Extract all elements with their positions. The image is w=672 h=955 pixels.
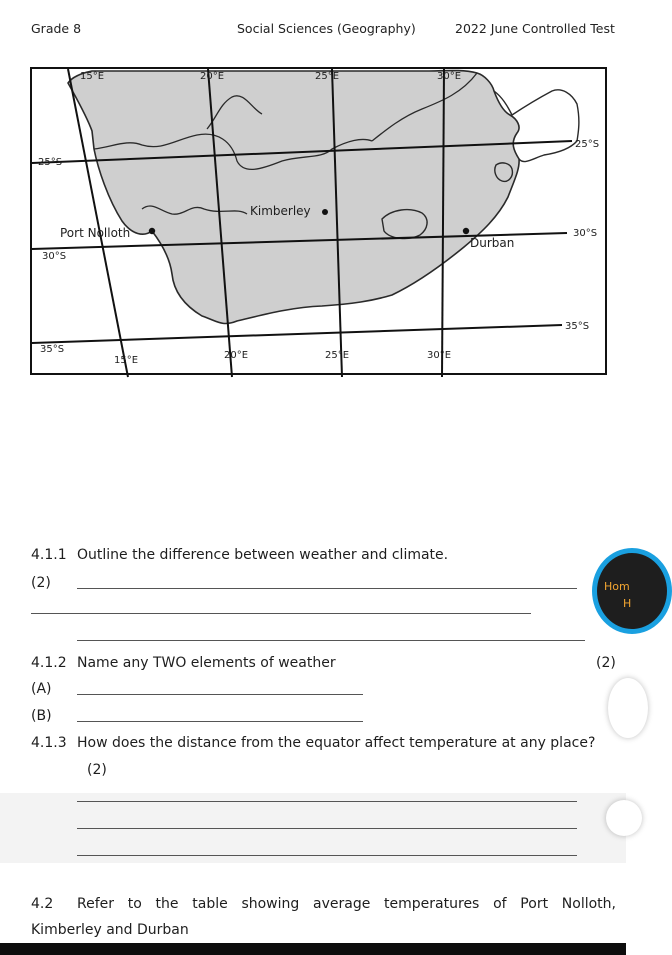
durban-label: Durban — [470, 236, 515, 250]
lon-label-bottom: 20°E — [224, 350, 249, 361]
lon-label-top: 25°E — [315, 71, 340, 82]
q411-number: 4.1.1 — [31, 547, 67, 563]
q412-b-label: (B) — [31, 708, 52, 724]
q412-text: Name any TWO elements of weather — [77, 655, 336, 671]
lon-label-bottom: 25°E — [325, 350, 350, 361]
lat-label-right: 35°S — [565, 321, 590, 332]
answer-line-b[interactable] — [77, 721, 363, 722]
q412-a-label: (A) — [31, 681, 52, 697]
q412-number: 4.1.2 — [31, 655, 67, 671]
widget-text: Hom — [604, 580, 630, 593]
answer-line-a[interactable] — [77, 694, 363, 695]
floating-home-widget[interactable] — [592, 548, 672, 634]
kimberley-dot — [322, 209, 328, 215]
side-dot-button[interactable] — [606, 800, 642, 836]
answer-line[interactable] — [77, 801, 577, 802]
answer-line[interactable] — [31, 613, 531, 614]
lat-label-right: 30°S — [573, 228, 598, 239]
q42-text: Refer to the table showing average temperatures of Port Nolloth, — [77, 896, 616, 912]
lon-label-top: 30°E — [437, 71, 462, 82]
grade-label: Grade 8 — [31, 21, 82, 36]
kimberley-label: Kimberley — [250, 204, 311, 218]
lat-label-left: 35°S — [40, 344, 65, 355]
side-scroll-bubble[interactable] — [608, 678, 648, 738]
south-africa-map — [30, 67, 607, 375]
lat-label-right: 25°S — [575, 139, 600, 150]
lon-label-top: 20°E — [200, 71, 225, 82]
port-nolloth-dot — [149, 228, 155, 234]
q411-text: Outline the difference between weather and climate. — [77, 547, 449, 563]
bottom-bar — [0, 943, 626, 955]
port-nolloth-label: Port Nolloth — [60, 226, 131, 240]
lat-label-left: 25°S — [38, 157, 63, 168]
widget-text: H — [623, 597, 632, 610]
q413-text: How does the distance from the equator affect temperature at any place? — [77, 735, 596, 751]
q413-marks: (2) — [87, 762, 107, 778]
lon-label-bottom: 30°E — [427, 350, 452, 361]
test-label: 2022 June Controlled Test — [455, 21, 615, 36]
lon-label-bottom: 15°E — [114, 355, 139, 366]
lesotho-outline — [382, 210, 427, 239]
map-svg — [32, 69, 609, 377]
answer-line[interactable] — [77, 588, 577, 589]
answer-line[interactable] — [77, 855, 577, 856]
q42-text-continued: Kimberley and Durban — [31, 922, 189, 938]
lat-label-left: 30°S — [42, 251, 67, 262]
q412-marks: (2) — [596, 655, 616, 671]
lon-label-top: 15°E — [80, 71, 105, 82]
answer-line[interactable] — [77, 828, 577, 829]
subject-label: Social Sciences (Geography) — [237, 21, 416, 36]
q42-number: 4.2 — [31, 896, 54, 912]
q413-number: 4.1.3 — [31, 735, 67, 751]
eswatini-outline — [495, 163, 513, 181]
land-mass — [68, 71, 519, 324]
answer-line[interactable] — [77, 640, 585, 641]
q411-marks: (2) — [31, 575, 51, 591]
durban-dot — [463, 228, 469, 234]
